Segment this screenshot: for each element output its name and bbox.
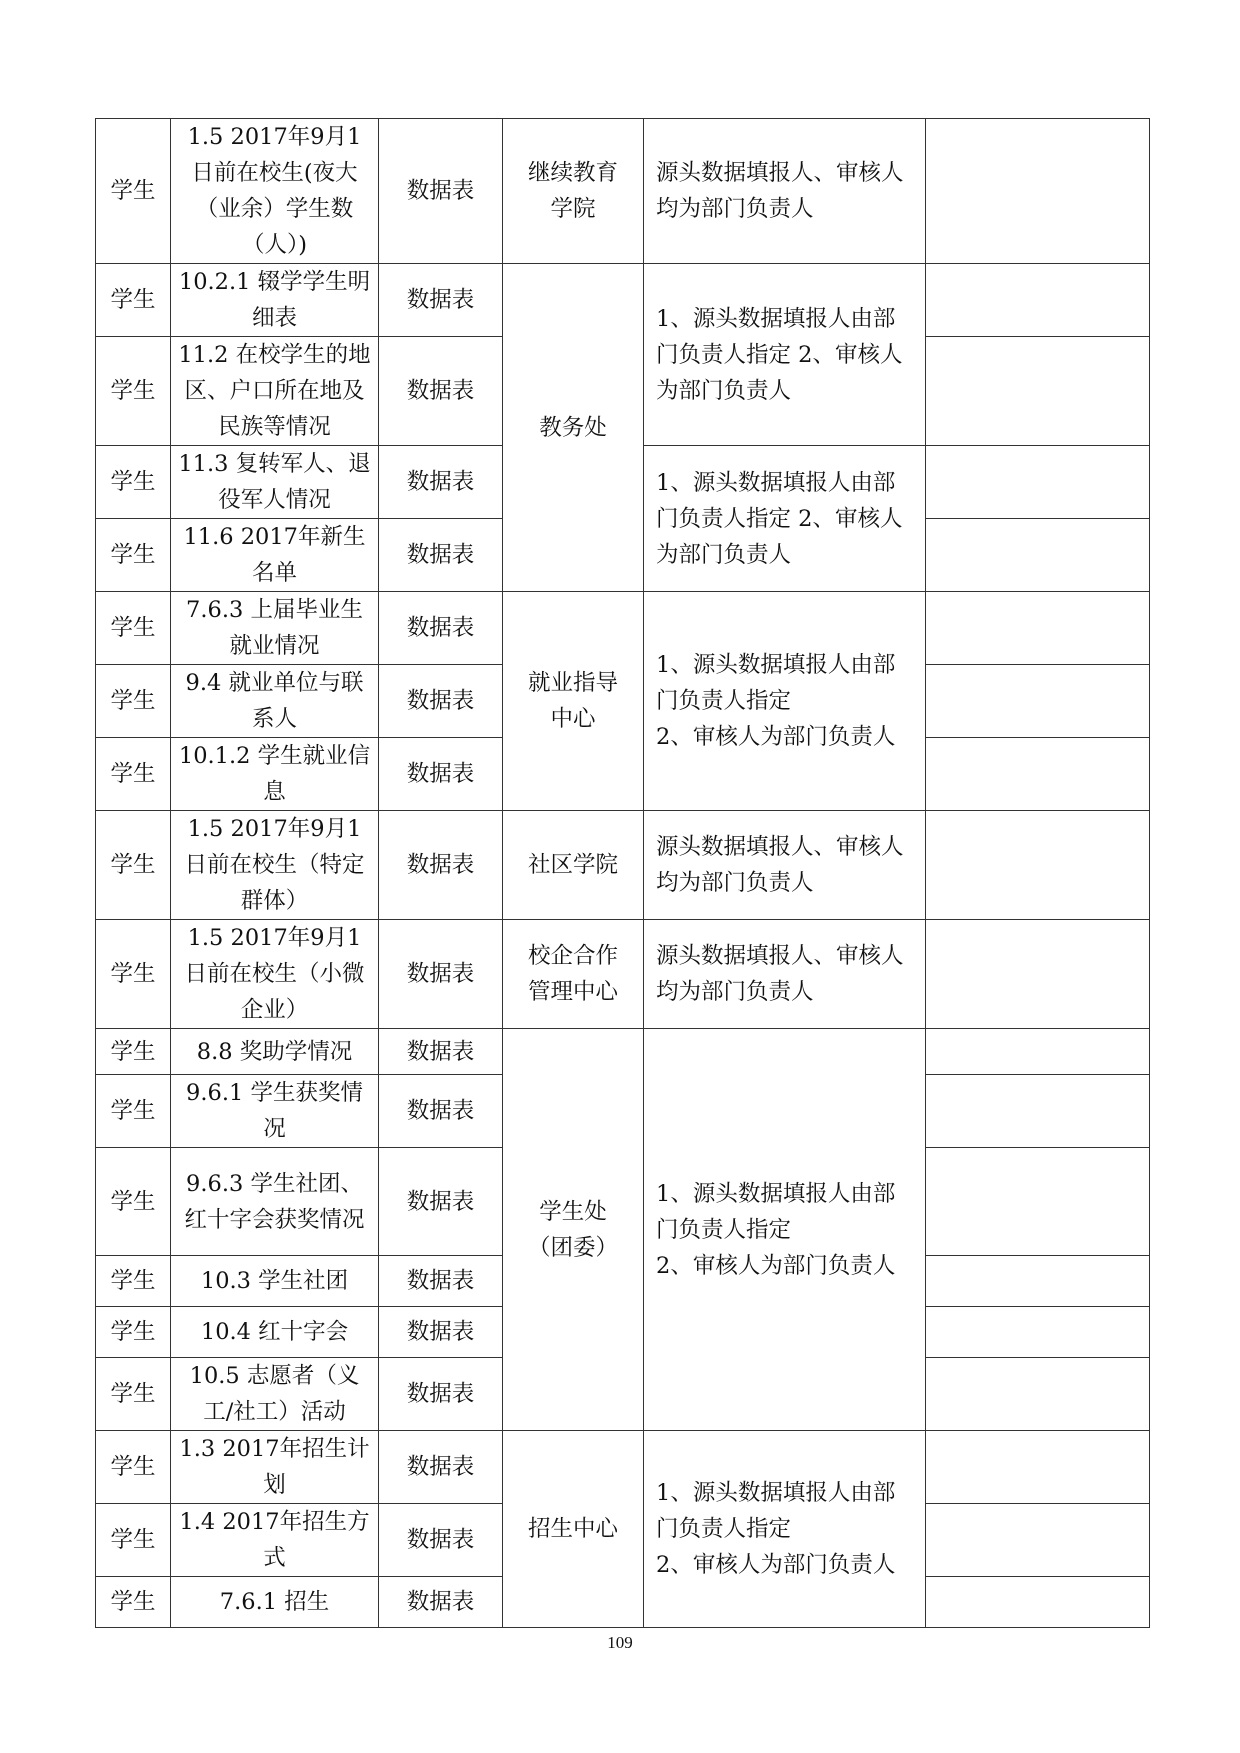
table-row bbox=[96, 1431, 1150, 1504]
type-cell: 数据表 bbox=[379, 1029, 503, 1075]
dept-cell: 就业指导 中心 bbox=[503, 592, 644, 811]
type-cell: 数据表 bbox=[379, 738, 503, 811]
type-cell: 数据表 bbox=[379, 811, 503, 920]
type-cell: 数据表 bbox=[379, 1256, 503, 1307]
item-cell: 9.6.1 学生获奖情况 bbox=[171, 1075, 379, 1148]
dept-cell: 学生处 （团委） bbox=[503, 1029, 644, 1431]
remark-cell bbox=[926, 920, 1150, 1029]
dept-cell: 招生中心 bbox=[503, 1431, 644, 1628]
type-cell: 数据表 bbox=[379, 920, 503, 1029]
category-cell: 学生 bbox=[96, 1504, 171, 1577]
category-cell: 学生 bbox=[96, 1431, 171, 1504]
remark-cell bbox=[926, 1577, 1150, 1628]
type-cell: 数据表 bbox=[379, 592, 503, 665]
item-cell: 8.8 奖助学情况 bbox=[171, 1029, 379, 1075]
type-cell: 数据表 bbox=[379, 1307, 503, 1358]
type-cell: 数据表 bbox=[379, 264, 503, 337]
type-cell: 数据表 bbox=[379, 1504, 503, 1577]
responsibility-cell: 源头数据填报人、审核人均为部门负责人 bbox=[644, 920, 926, 1029]
category-cell: 学生 bbox=[96, 1256, 171, 1307]
item-cell: 7.6.1 招生 bbox=[171, 1577, 379, 1628]
remark-cell bbox=[926, 738, 1150, 811]
category-cell: 学生 bbox=[96, 119, 171, 264]
category-cell: 学生 bbox=[96, 665, 171, 738]
item-cell: 10.3 学生社团 bbox=[171, 1256, 379, 1307]
responsibility-cell: 1、源头数据填报人由部门负责人指定 2、审核人为部门负责人 bbox=[644, 446, 926, 592]
dept-cell: 教务处 bbox=[503, 264, 644, 592]
remark-cell bbox=[926, 119, 1150, 264]
remark-cell bbox=[926, 592, 1150, 665]
category-cell: 学生 bbox=[96, 1577, 171, 1628]
remark-cell bbox=[926, 337, 1150, 446]
data-responsibility-table bbox=[95, 118, 1150, 1628]
category-cell: 学生 bbox=[96, 920, 171, 1029]
remark-cell bbox=[926, 1358, 1150, 1431]
type-cell: 数据表 bbox=[379, 337, 503, 446]
category-cell: 学生 bbox=[96, 519, 171, 592]
remark-cell bbox=[926, 1148, 1150, 1256]
item-cell: 10.5 志愿者（义工/社工）活动 bbox=[171, 1358, 379, 1431]
dept-cell: 继续教育 学院 bbox=[503, 119, 644, 264]
table-row bbox=[96, 592, 1150, 665]
responsibility-cell: 1、源头数据填报人由部门负责人指定 2、审核人为部门负责人 bbox=[644, 264, 926, 446]
remark-cell bbox=[926, 1504, 1150, 1577]
table-row bbox=[96, 264, 1150, 337]
page-number: 109 bbox=[607, 1633, 633, 1652]
item-cell: 11.3 复转军人、退役军人情况 bbox=[171, 446, 379, 519]
category-cell: 学生 bbox=[96, 337, 171, 446]
remark-cell bbox=[926, 1431, 1150, 1504]
item-cell: 9.6.3 学生社团、红十字会获奖情况 bbox=[171, 1148, 379, 1256]
table-row bbox=[96, 1029, 1150, 1075]
responsibility-cell: 源头数据填报人、审核人均为部门负责人 bbox=[644, 811, 926, 920]
category-cell: 学生 bbox=[96, 592, 171, 665]
category-cell: 学生 bbox=[96, 1148, 171, 1256]
remark-cell bbox=[926, 1256, 1150, 1307]
remark-cell bbox=[926, 1307, 1150, 1358]
table-row bbox=[96, 920, 1150, 1029]
type-cell: 数据表 bbox=[379, 1577, 503, 1628]
category-cell: 学生 bbox=[96, 1029, 171, 1075]
remark-cell bbox=[926, 665, 1150, 738]
item-cell: 10.2.1 辍学学生明细表 bbox=[171, 264, 379, 337]
category-cell: 学生 bbox=[96, 1307, 171, 1358]
item-cell: 1.5 2017年9月1日前在校生(夜大（业余）学生数（人）) bbox=[171, 119, 379, 264]
item-cell: 1.5 2017年9月1日前在校生（特定群体） bbox=[171, 811, 379, 920]
type-cell: 数据表 bbox=[379, 1358, 503, 1431]
remark-cell bbox=[926, 446, 1150, 519]
dept-cell: 社区学院 bbox=[503, 811, 644, 920]
item-cell: 11.2 在校学生的地区、户口所在地及民族等情况 bbox=[171, 337, 379, 446]
table-row bbox=[96, 119, 1150, 264]
table-row bbox=[96, 811, 1150, 920]
type-cell: 数据表 bbox=[379, 519, 503, 592]
type-cell: 数据表 bbox=[379, 1431, 503, 1504]
item-cell: 10.4 红十字会 bbox=[171, 1307, 379, 1358]
category-cell: 学生 bbox=[96, 811, 171, 920]
item-cell: 1.4 2017年招生方式 bbox=[171, 1504, 379, 1577]
category-cell: 学生 bbox=[96, 738, 171, 811]
remark-cell bbox=[926, 1029, 1150, 1075]
item-cell: 11.6 2017年新生名单 bbox=[171, 519, 379, 592]
type-cell: 数据表 bbox=[379, 665, 503, 738]
item-cell: 10.1.2 学生就业信息 bbox=[171, 738, 379, 811]
item-cell: 1.5 2017年9月1日前在校生（小微企业） bbox=[171, 920, 379, 1029]
item-cell: 7.6.3 上届毕业生就业情况 bbox=[171, 592, 379, 665]
responsibility-cell: 源头数据填报人、审核人均为部门负责人 bbox=[644, 119, 926, 264]
remark-cell bbox=[926, 811, 1150, 920]
responsibility-cell: 1、源头数据填报人由部门负责人指定 2、审核人为部门负责人 bbox=[644, 1431, 926, 1628]
category-cell: 学生 bbox=[96, 264, 171, 337]
item-cell: 9.4 就业单位与联系人 bbox=[171, 665, 379, 738]
remark-cell bbox=[926, 264, 1150, 337]
category-cell: 学生 bbox=[96, 1358, 171, 1431]
remark-cell bbox=[926, 519, 1150, 592]
item-cell: 1.3 2017年招生计划 bbox=[171, 1431, 379, 1504]
remark-cell bbox=[926, 1075, 1150, 1148]
responsibility-cell: 1、源头数据填报人由部门负责人指定 2、审核人为部门负责人 bbox=[644, 1029, 926, 1431]
type-cell: 数据表 bbox=[379, 446, 503, 519]
category-cell: 学生 bbox=[96, 1075, 171, 1148]
dept-cell: 校企合作 管理中心 bbox=[503, 920, 644, 1029]
type-cell: 数据表 bbox=[379, 119, 503, 264]
category-cell: 学生 bbox=[96, 446, 171, 519]
type-cell: 数据表 bbox=[379, 1075, 503, 1148]
responsibility-cell: 1、源头数据填报人由部门负责人指定 2、审核人为部门负责人 bbox=[644, 592, 926, 811]
type-cell: 数据表 bbox=[379, 1148, 503, 1256]
